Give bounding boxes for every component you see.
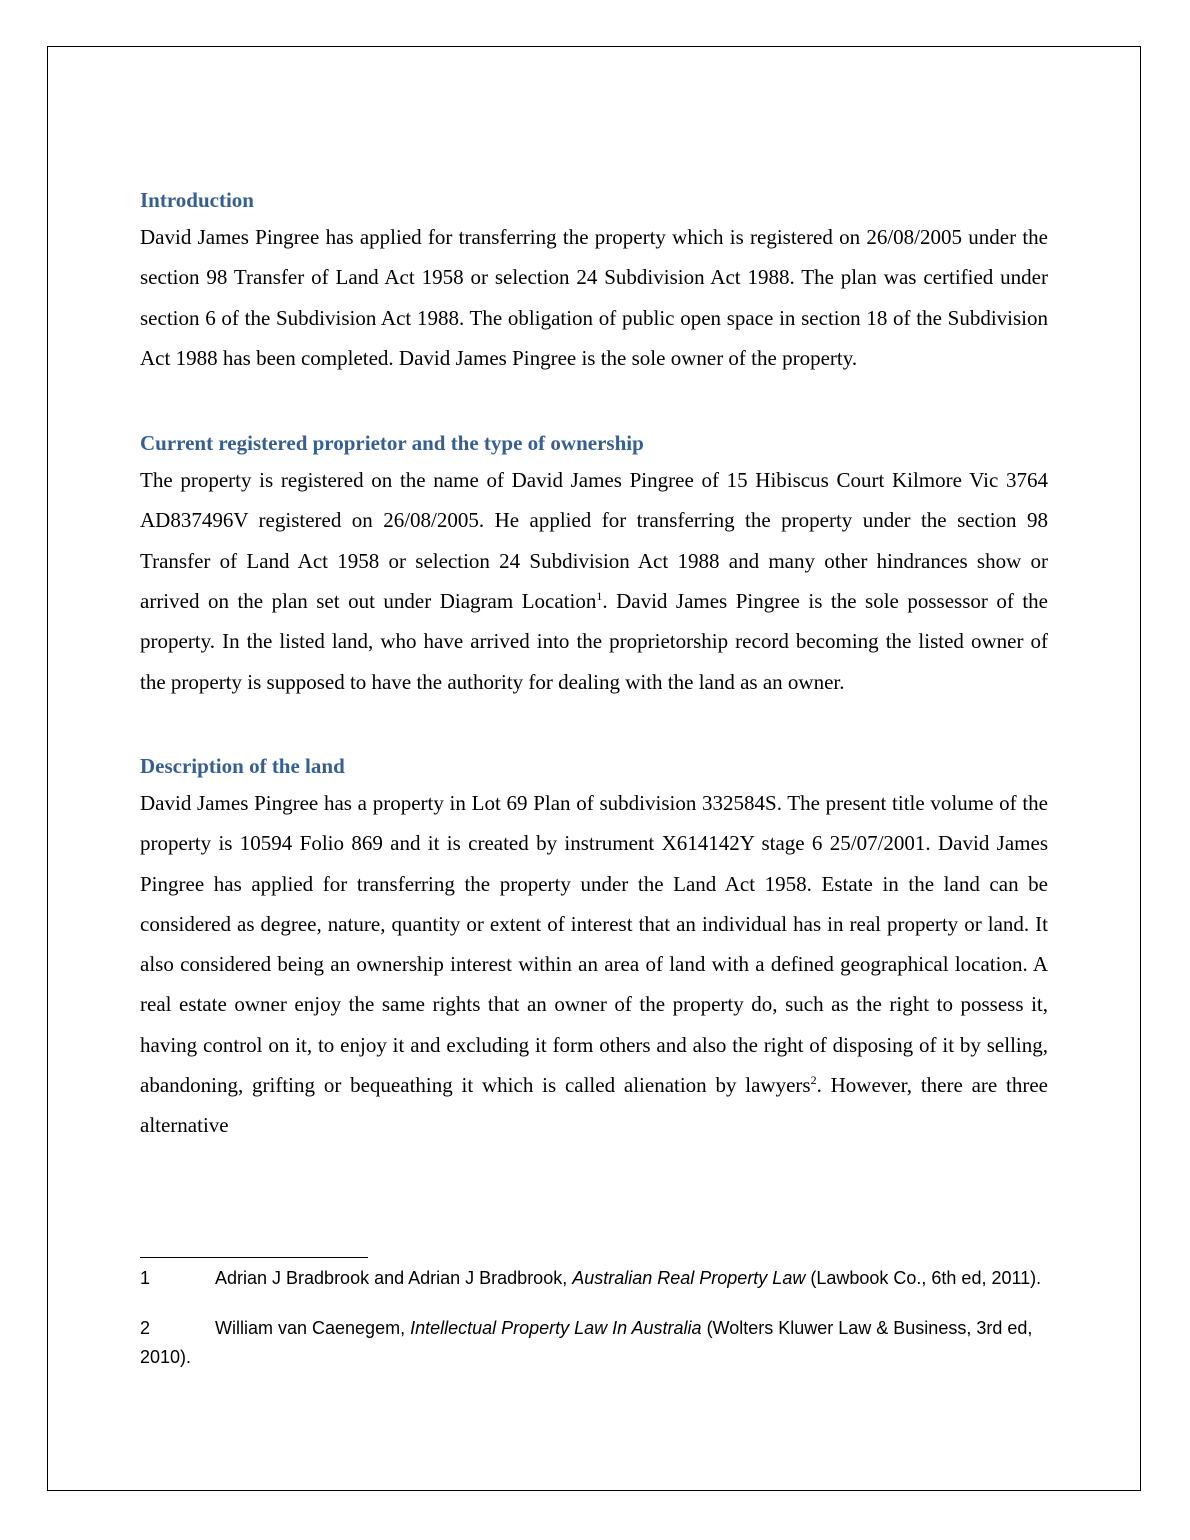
footnote-text: William van Caenegem,	[215, 1318, 411, 1338]
paragraph-text-continued: . However, there are three alternative	[140, 1073, 1048, 1138]
footnote-separator	[140, 1257, 368, 1258]
footnote-2	[140, 1314, 1048, 1372]
footnote-number: 1	[140, 1268, 151, 1288]
section-spacer	[140, 702, 1048, 749]
footnotes	[140, 1264, 1048, 1393]
footnote-reference[interactable]: 2	[810, 1073, 817, 1088]
paragraph-text: The property is registered on the name of David James Pingree of 15 Hibiscus Court Kilmore Vic 3764 AD837496V registered on 26/08/2005. He applied for transferring the property under the section 98 Transfer of Land Act 1958 or selection 24 Subdivision Act 1988 and many other hindrances show or arrived on the plan set out under Diagram Location	[140, 468, 1048, 614]
footnote-text-continued: (Wolters Kluwer Law & Business, 3rd ed, 2010).	[140, 1318, 1033, 1367]
paragraph-text-continued: . David James Pingree is the sole possessor of the property. In the listed land, who have arrived into the proprietorship record becoming the listed owner of the property is supposed to have the authority for dealing with the land as an owner.	[140, 589, 1049, 694]
paragraph-text: David James Pingree has applied for transferring the property which is registered on 26/08/2005 under the section 98 Transfer of Land Act 1958 or selection 24 Subdivision Act 1988. The plan was certified under section 6 of the Subdivision Act 1988. The obligation of public open space in section 18 of the Subdivision Act 1988 has been completed. David James Pingree is the sole owner of the property.	[140, 225, 1048, 370]
footnote-1	[140, 1264, 1048, 1293]
heading-description-of-land: Description of the land	[140, 753, 345, 778]
paragraph-registered-proprietor	[140, 460, 1048, 702]
document-body	[140, 183, 1048, 1146]
footnote-text: Adrian J Bradbrook and Adrian J Bradbrook,	[215, 1268, 573, 1288]
section-spacer	[140, 378, 1048, 426]
footnote-text-continued: (Lawbook Co., 6th ed, 2011).	[805, 1268, 1042, 1288]
paragraph-description-of-land	[140, 783, 1048, 1146]
footnote-title: Intellectual Property Law In Australia	[410, 1318, 702, 1338]
paragraph-text: David James Pingree has a property in Lot 69 Plan of subdivision 332584S. The present title volume of the property is 10594 Folio 869 and it is created by instrument X614142Y stage 6 25/07/2001. David James Pingree has applied for transferring the property under the Land Act 1958. Estate in the land can be considered as degree, nature, quantity or extent of interest that an individual has in real property or land. It also considered being an ownership interest within an area of land with a defined geographical location. A real estate owner enjoy the same rights that an owner of the property do, such as the right to possess it, having control on it, to enjoy it and excluding it form others and also the right of disposing of it by selling, abandoning, grifting or bequeathing it which is called alienation by lawyers	[140, 790, 1048, 1098]
footnote-number: 2	[140, 1318, 151, 1338]
heading-registered-proprietor: Current registered proprietor and the type of ownership	[140, 431, 644, 456]
footnote-reference[interactable]: 1	[596, 589, 603, 604]
paragraph-introduction	[140, 217, 1048, 378]
heading-introduction: Introduction	[140, 188, 254, 212]
footnote-title: Australian Real Property Law	[572, 1268, 806, 1288]
